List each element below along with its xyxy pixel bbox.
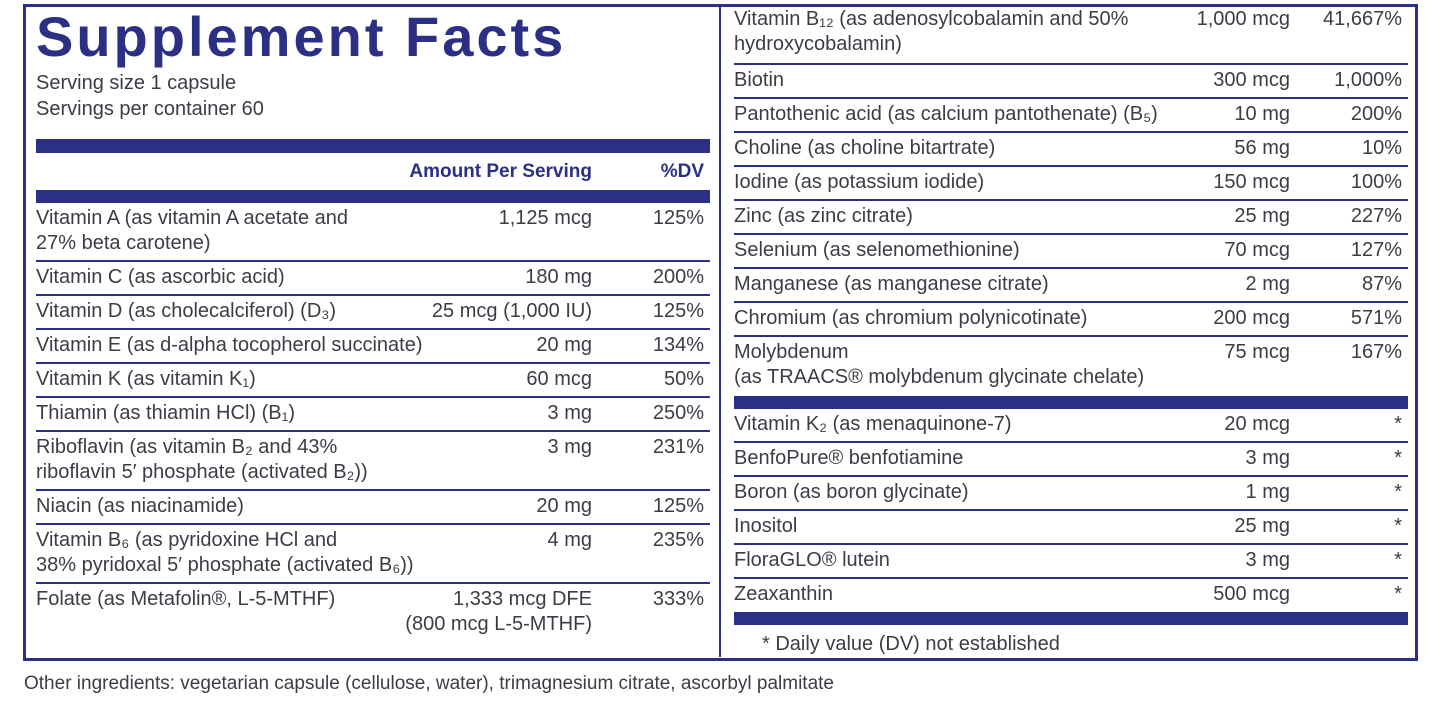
nutrient-name	[734, 446, 963, 471]
nutrient-dv: 10%	[1361, 137, 1402, 159]
nutrient-dv: 231%	[652, 436, 704, 458]
nutrient-amount-line: 56 mg	[1234, 137, 1290, 159]
servings-per-container: Servings per container 60	[36, 98, 264, 120]
nutrient-amount-line: 25 mg	[1234, 515, 1290, 537]
nutrient-amount-line: 20 mg	[536, 495, 592, 517]
nutrient-name-line: Zeaxanthin	[734, 583, 833, 605]
nutrient-amount-line: 4 mg	[547, 529, 592, 551]
nutrient-row	[734, 303, 1408, 337]
nutrient-dv: 125%	[652, 495, 704, 517]
nutrient-name	[734, 136, 995, 161]
nutrient-row	[734, 511, 1408, 545]
nutrient-row	[734, 65, 1408, 99]
nutrient-row	[734, 133, 1408, 167]
nutrient-dv: 571%	[1350, 307, 1402, 329]
nutrient-name	[36, 587, 335, 612]
nutrient-row	[36, 491, 710, 525]
nutrient-name	[734, 514, 797, 539]
nutrient-amount-line: 25 mcg (1,000 IU)	[431, 300, 592, 322]
thick-divider	[734, 612, 1408, 625]
nutrient-amount-line: 3 mg	[547, 436, 592, 458]
nutrient-amount	[536, 333, 592, 358]
nutrient-name-line: Folate (as Metafolin®, L-5-MTHF)	[36, 588, 336, 610]
nutrient-name-line: Vitamin C (as ascorbic acid)	[36, 266, 285, 288]
nutrient-name-line: Riboflavin (as vitamin B₂ and 43%	[36, 436, 338, 458]
nutrient-amount	[1246, 272, 1290, 297]
nutrient-amount	[548, 435, 592, 460]
nutrient-name-line: Choline (as choline bitartrate)	[734, 137, 996, 159]
nutrient-name-line: Biotin	[734, 69, 785, 91]
nutrient-dv: *	[1394, 583, 1402, 605]
nutrient-row	[734, 443, 1408, 477]
nutrient-amount	[1234, 102, 1290, 127]
nutrient-row	[734, 545, 1408, 579]
nutrient-row	[734, 99, 1408, 133]
nutrient-name-line: Thiamin (as thiamin HCl) (B₁)	[36, 402, 296, 424]
nutrient-row	[36, 398, 710, 432]
nutrient-name-line: Inositol	[734, 515, 798, 537]
nutrient-dv: 200%	[1350, 103, 1402, 125]
nutrient-name-line: Zinc (as zinc citrate)	[734, 205, 913, 227]
nutrient-row	[36, 262, 710, 296]
nutrient-dv: *	[1394, 549, 1402, 571]
nutrient-name-line: Iodine (as potassium iodide)	[734, 171, 985, 193]
nutrient-row	[36, 296, 710, 330]
nutrient-name	[734, 238, 1020, 263]
nutrient-amount	[1234, 204, 1290, 229]
nutrient-amount-line: 3 mg	[547, 402, 592, 424]
nutrient-name	[36, 401, 295, 426]
nutrient-row	[734, 235, 1408, 269]
nutrient-name-line: Vitamin K (as vitamin K₁)	[36, 368, 256, 390]
nutrient-name-line: Niacin (as niacinamide)	[36, 495, 244, 517]
nutrient-name	[734, 68, 784, 93]
left-nutrient-table	[36, 203, 710, 643]
nutrient-amount-line: 1,333 mcg DFE	[453, 588, 592, 610]
nutrient-amount	[405, 587, 592, 637]
nutrient-dv: 200%	[652, 266, 704, 288]
nutrient-amount-line: 300 mcg	[1213, 69, 1290, 91]
nutrient-name-line: Pantothenic acid (as calcium pantothenate) (B₅)	[734, 103, 1158, 125]
nutrient-row	[734, 477, 1408, 511]
nutrient-name	[36, 333, 423, 358]
nutrient-amount	[1224, 412, 1290, 437]
nutrient-amount-line: 3 mg	[1245, 447, 1290, 469]
nutrient-row	[36, 364, 710, 398]
nutrient-dv: 125%	[652, 207, 704, 229]
nutrient-amount-line: 70 mcg	[1224, 239, 1290, 261]
nutrient-row	[734, 579, 1408, 612]
nutrient-amount	[548, 401, 592, 426]
column-header	[36, 153, 710, 190]
nutrient-amount	[1246, 548, 1290, 573]
nutrient-name-line: Chromium (as chromium polynicotinate)	[734, 307, 1088, 329]
nutrient-row	[36, 432, 710, 491]
nutrient-amount-line: 2 mg	[1245, 273, 1290, 295]
nutrient-dv: 167%	[1350, 341, 1402, 363]
nutrient-name	[36, 265, 285, 290]
thick-divider	[36, 139, 710, 153]
nutrient-dv: 134%	[652, 334, 704, 356]
nutrient-amount	[1234, 136, 1290, 161]
nutrient-name-line: riboflavin 5′ phosphate (activated B₂))	[36, 461, 368, 483]
nutrient-row	[734, 409, 1408, 443]
nutrient-amount-line: 150 mcg	[1213, 171, 1290, 193]
nutrient-name	[734, 170, 984, 195]
nutrient-name-line: 38% pyridoxal 5′ phosphate (activated B₆))	[36, 554, 414, 576]
nutrient-row	[734, 167, 1408, 201]
nutrient-dv: 87%	[1361, 273, 1402, 295]
nutrient-name	[734, 102, 1158, 127]
nutrient-name-line: BenfoPure® benfotiamine	[734, 447, 964, 469]
nutrient-amount	[525, 265, 592, 290]
nutrient-amount	[548, 528, 592, 553]
nutrient-name	[734, 480, 969, 505]
panel-title: Supplement Facts	[36, 5, 567, 68]
nutrient-amount-line: 1,000 mcg	[1196, 8, 1290, 30]
nutrient-row	[734, 337, 1408, 396]
nutrient-amount-line: 3 mg	[1245, 549, 1290, 571]
nutrient-name-line: (as TRAACS® molybdenum glycinate chelate)	[734, 366, 1145, 388]
nutrient-amount-line: 500 mcg	[1213, 583, 1290, 605]
nutrient-name	[734, 548, 890, 573]
nutrient-name-line: 27% beta carotene)	[36, 232, 211, 254]
nutrient-dv: *	[1394, 413, 1402, 435]
nutrient-row	[36, 330, 710, 364]
nutrient-dv: 41,667%	[1323, 8, 1402, 30]
nutrient-amount-line: 10 mg	[1234, 103, 1290, 125]
nutrient-amount-line: 25 mg	[1234, 205, 1290, 227]
right-nutrient-table	[734, 4, 1408, 396]
nutrient-amount-line: 20 mcg	[1224, 413, 1290, 435]
nutrient-amount	[1246, 446, 1290, 471]
nutrient-amount-line: 1 mg	[1245, 481, 1290, 503]
nutrient-name-line: Selenium (as selenomethionine)	[734, 239, 1020, 261]
dv-header: %DV	[660, 161, 704, 182]
nutrient-amount	[1213, 582, 1290, 607]
nutrient-amount	[1224, 238, 1290, 263]
nutrient-dv: 1,000%	[1334, 69, 1402, 91]
nutrient-name	[36, 367, 256, 392]
thick-divider	[36, 190, 710, 203]
nutrient-name	[734, 340, 1144, 390]
amount-per-serving-header: Amount Per Serving	[409, 161, 592, 182]
nutrient-name	[36, 494, 244, 519]
nutrient-name	[734, 204, 913, 229]
thick-divider	[734, 396, 1408, 409]
serving-size: Serving size 1 capsule	[36, 72, 237, 94]
nutrient-amount-line: (800 mcg L-5-MTHF)	[405, 613, 592, 635]
nutrient-name-line: Vitamin K₂ (as menaquinone-7)	[734, 413, 1012, 435]
nutrient-name	[734, 582, 833, 607]
nutrient-amount-line: 1,125 mcg	[498, 207, 592, 229]
nutrient-dv: 100%	[1350, 171, 1402, 193]
footnote: * Daily value (DV) not established	[762, 633, 1060, 655]
nutrient-amount	[1213, 170, 1290, 195]
other-ingredients: Other ingredients: vegetarian capsule (cellulose, water), trimagnesium citrate, ascorbyl palmitate	[24, 673, 834, 694]
nutrient-amount	[1246, 480, 1290, 505]
nutrient-dv: 227%	[1350, 205, 1402, 227]
nutrient-name	[36, 299, 336, 324]
nutrient-row	[36, 525, 710, 584]
nutrient-name	[36, 528, 414, 578]
nutrient-dv: 127%	[1350, 239, 1402, 261]
nutrient-amount-line: 20 mg	[536, 334, 592, 356]
nutrient-row	[734, 201, 1408, 235]
nutrient-dv: 250%	[652, 402, 704, 424]
nutrient-name-line: Vitamin B₆ (as pyridoxine HCl and	[36, 529, 338, 551]
nutrient-amount	[1213, 68, 1290, 93]
left-column	[36, 4, 710, 643]
nutrient-name-line: Boron (as boron glycinate)	[734, 481, 969, 503]
nutrient-dv: 235%	[652, 529, 704, 551]
nutrient-dv: *	[1394, 481, 1402, 503]
nutrient-amount	[1224, 340, 1290, 365]
nutrient-name-line: Vitamin E (as d-alpha tocopherol succinate)	[36, 334, 423, 356]
nutrient-row	[734, 4, 1408, 65]
nutrient-row	[734, 269, 1408, 303]
nutrient-amount-line: 200 mcg	[1213, 307, 1290, 329]
right-column	[734, 4, 1408, 657]
nutrient-dv: *	[1394, 447, 1402, 469]
nutrient-name-line: Vitamin B₁₂ (as adenosylcobalamin and 50%	[734, 8, 1129, 30]
nutrient-dv: *	[1394, 515, 1402, 537]
nutrient-name-line: hydroxycobalamin)	[734, 33, 902, 55]
nutrient-amount	[432, 299, 592, 324]
nutrient-name-line: Vitamin D (as cholecalciferol) (D₃)	[36, 300, 337, 322]
nutrient-dv: 125%	[652, 300, 704, 322]
nutrient-amount-line: 60 mcg	[526, 368, 592, 390]
nutrient-name-line: FloraGLO® lutein	[734, 549, 890, 571]
nutrient-row	[36, 584, 710, 643]
nutrient-amount-line: 75 mcg	[1224, 341, 1290, 363]
nutrient-name	[36, 206, 348, 256]
nutrient-name-line: Molybdenum	[734, 341, 849, 363]
nutrient-amount	[526, 367, 592, 392]
nutrient-name	[734, 7, 1128, 57]
nutrient-amount	[1213, 306, 1290, 331]
nutrient-name	[734, 272, 1049, 297]
nutrient-amount	[1234, 514, 1290, 539]
nutrient-amount	[499, 206, 592, 231]
nutrient-amount	[1197, 7, 1290, 32]
nutrient-name	[734, 412, 1012, 437]
nutrient-row	[36, 203, 710, 262]
column-divider	[719, 4, 721, 657]
nutrient-amount-line: 180 mg	[525, 266, 592, 288]
nutrient-dv: 50%	[663, 368, 704, 390]
nutrient-dv: 333%	[652, 588, 704, 610]
nutrient-name-line: Vitamin A (as vitamin A acetate and	[36, 207, 349, 229]
nutrient-name	[36, 435, 368, 485]
no-dv-nutrient-table	[734, 409, 1408, 612]
nutrient-name-line: Manganese (as manganese citrate)	[734, 273, 1049, 295]
nutrient-amount	[536, 494, 592, 519]
nutrient-name	[734, 306, 1087, 331]
